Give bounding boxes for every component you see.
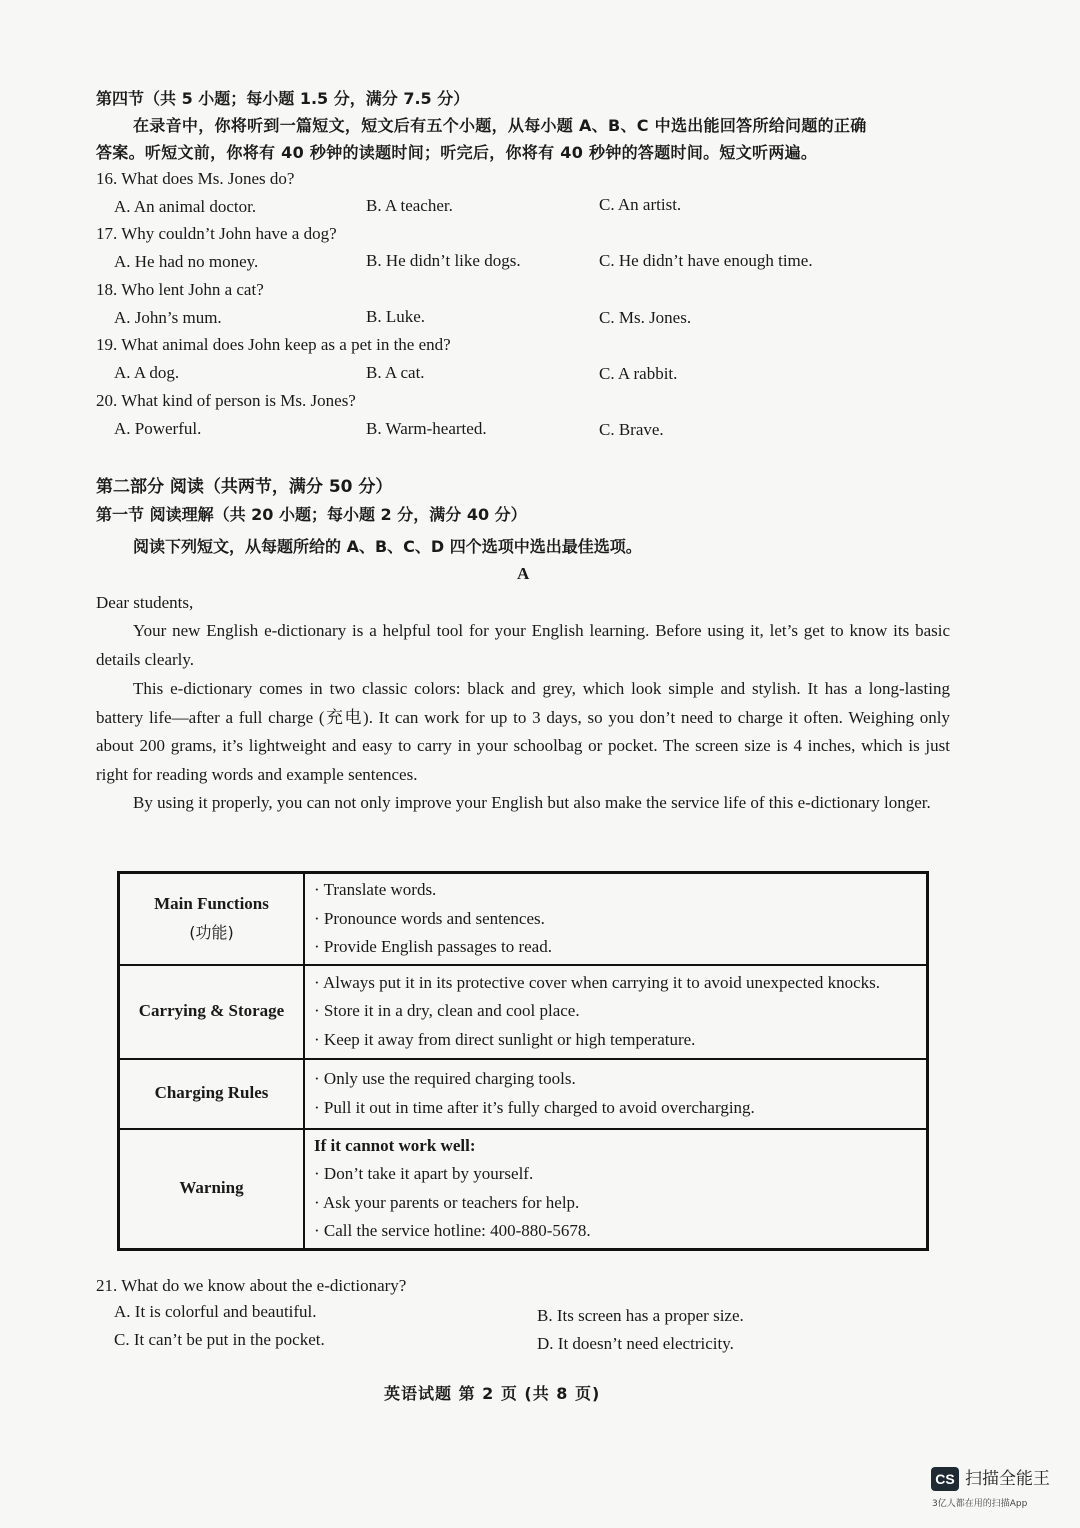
camscanner-logo-icon: CS <box>931 1467 959 1491</box>
carrying-storage-item: · Store it in a dry, clean and cool place. <box>314 1001 580 1021</box>
warning-item: · Call the service hotline: 400-880-5678. <box>314 1221 591 1240</box>
warning-item: · Ask your parents or teachers for help. <box>314 1192 580 1212</box>
main-functions-item: · Pronounce words and sentences. <box>314 908 545 928</box>
question-16-option-b: B. A teacher. <box>366 196 453 215</box>
carrying-storage-label: Carrying & Storage <box>138 1001 285 1021</box>
table-header-carrying-storage <box>119 965 305 1059</box>
question-20-option-a: A. Powerful. <box>114 419 202 438</box>
question-20-stem: 20. What kind of person is Ms. Jones? <box>96 391 356 410</box>
section4-instruction-line2: 答案。听短文前，你将有 40 秒钟的读题时间；听完后，你将有 40 秒钟的答题时间。短文听两遍。 <box>96 143 818 162</box>
question-17-option-b: B. He didn’t like dogs. <box>366 251 521 270</box>
passage-paragraph-1 <box>96 617 950 674</box>
table-row-carrying-storage <box>119 965 928 1059</box>
question-16-stem: 16. What does Ms. Jones do? <box>96 169 295 188</box>
main-functions-label-cn: (功能) <box>189 922 234 942</box>
carrying-storage-item: · Keep it away from direct sunlight or high temperature. <box>314 1029 696 1049</box>
table-row-main-functions <box>119 873 928 965</box>
main-functions-item: · Translate words. <box>314 880 437 899</box>
section4-instruction-line1: 在录音中，你将听到一篇短文，短文后有五个小题，从每小题 A、B、C 中选出能回答所给问题的正确 <box>133 116 867 135</box>
question-18-stem: 18. Who lent John a cat? <box>96 280 264 299</box>
main-functions-label: Main Functions <box>154 894 269 914</box>
passage-paragraph-2 <box>96 675 950 789</box>
question-21-option-a: A. It is colorful and beautiful. <box>114 1302 317 1321</box>
passage-label: A <box>517 564 530 583</box>
camscanner-name: 扫描全能王 <box>965 1469 1050 1489</box>
passage-greeting: Dear students, <box>96 593 194 612</box>
page-footer: 英语试题 第 2 页 (共 8 页) <box>384 1384 601 1403</box>
question-21-option-d: D. It doesn’t need electricity. <box>537 1334 734 1353</box>
passage-paragraph-3 <box>96 789 950 818</box>
passage-paragraph-2-text: This e-dictionary comes in two classic colors: black and grey, which look simple and stylish. It has a long-lasting battery life—after a full charge (充电). It can work for up to 3 days, so you don’t need to charge it often. Weighing only about 200 grams, it’s lightweight and easy to carry in your schoolbag or pocket. The screen size is 4 inches, which is just right for reading words and example sentences. <box>96 679 950 784</box>
table-row-warning <box>119 1129 928 1250</box>
table-header-main-functions <box>119 873 305 965</box>
carrying-storage-item: · Always put it in its protective cover when carrying it to avoid unexpected knocks. <box>314 972 881 992</box>
charging-rules-content <box>304 1059 928 1129</box>
question-21-option-b: B. Its screen has a proper size. <box>537 1306 744 1325</box>
main-functions-content <box>304 873 928 965</box>
question-18-option-b: B. Luke. <box>366 307 426 326</box>
question-16-option-c: C. An artist. <box>599 195 682 214</box>
question-21-option-c: C. It can’t be put in the pocket. <box>114 1330 325 1349</box>
table-header-warning <box>119 1129 305 1250</box>
part2-heading: 第二部分 阅读（共两节，满分 50 分） <box>96 477 393 497</box>
question-17-option-c: C. He didn’t have enough time. <box>599 251 813 270</box>
e-dictionary-info-table <box>117 871 929 1251</box>
charging-rules-item: · Only use the required charging tools. <box>314 1069 576 1088</box>
question-20-option-b: B. Warm-hearted. <box>366 419 487 438</box>
passage-paragraph-3-text: By using it properly, you can not only improve your English but also make the service life of this e-dictionary longer. <box>133 793 931 812</box>
main-functions-item: · Provide English passages to read. <box>314 937 552 956</box>
question-16-option-a: A. An animal doctor. <box>114 197 257 216</box>
charging-rules-item: · Pull it out in time after it’s fully charged to avoid overcharging. <box>314 1097 755 1117</box>
camscanner-tagline: 3亿人都在用的扫描App <box>932 1499 1028 1509</box>
question-19-option-a: A. A dog. <box>114 363 180 382</box>
passage-paragraph-1-text: Your new English e-dictionary is a helpful tool for your English learning. Before using it, let’s get to know its basic details clearly. <box>96 621 950 669</box>
question-19-option-c: C. A rabbit. <box>599 364 678 383</box>
warning-lead: If it cannot work well: <box>314 1135 476 1155</box>
question-18-option-a: A. John’s mum. <box>114 308 222 327</box>
carrying-storage-content <box>304 965 928 1059</box>
question-17-stem: 17. Why couldn’t John have a dog? <box>96 224 337 243</box>
question-20-option-c: C. Brave. <box>599 420 664 439</box>
question-17-option-a: A. He had no money. <box>114 252 259 271</box>
table-row-charging-rules <box>119 1059 928 1129</box>
part2-instruction: 阅读下列短文，从每题所给的 A、B、C、D 四个选项中选出最佳选项。 <box>133 537 642 556</box>
charging-rules-label: Charging Rules <box>154 1083 269 1103</box>
warning-label: Warning <box>179 1178 244 1198</box>
part2-section1-heading: 第一节 阅读理解（共 20 小题；每小题 2 分，满分 40 分） <box>96 505 527 524</box>
section4-heading: 第四节（共 5 小题；每小题 1.5 分，满分 7.5 分） <box>96 89 470 108</box>
warning-content <box>304 1129 928 1250</box>
question-19-option-b: B. A cat. <box>366 363 425 382</box>
question-19-stem: 19. What animal does John keep as a pet in the end? <box>96 335 451 354</box>
warning-item: · Don’t take it apart by yourself. <box>314 1164 534 1183</box>
table-header-charging-rules <box>119 1059 305 1129</box>
question-21-stem: 21. What do we know about the e-dictionary? <box>96 1276 407 1295</box>
question-18-option-c: C. Ms. Jones. <box>599 308 692 327</box>
